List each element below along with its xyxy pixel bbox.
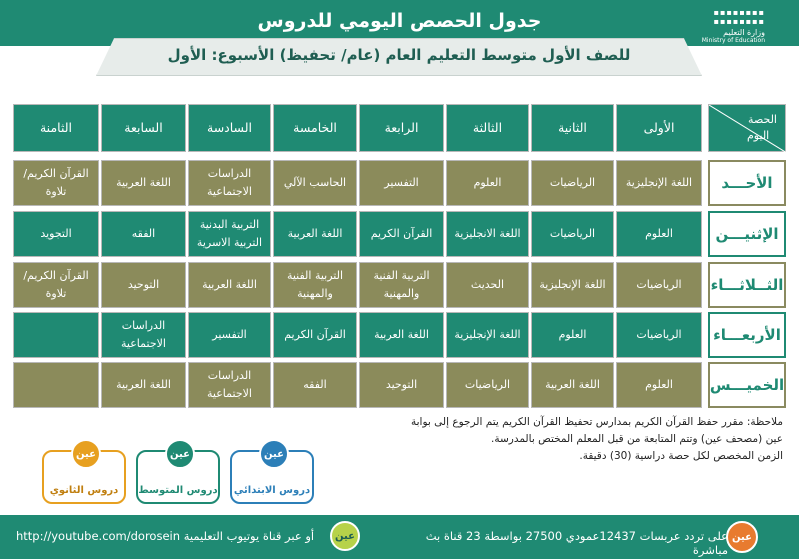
schedule-cell: التربية الفنية والمهنية (359, 262, 444, 308)
schedule-cell: التربية البدنية التربية الاسرية (188, 211, 271, 257)
table-corner (708, 104, 786, 152)
ein-youtube-logo-icon: عين (330, 521, 360, 551)
period-header: الثامنة (13, 104, 99, 152)
schedule-cell: الفقه (273, 362, 357, 408)
schedule-cell: العلوم (616, 211, 702, 257)
schedule-cell (13, 362, 99, 408)
schedule-cell: القرآن الكريم/ تلاوة (13, 160, 99, 206)
period-header: السادسة (188, 104, 271, 152)
ein-channel-logo-icon: عين (726, 521, 758, 553)
note-line: ملاحظة: مقرر حفظ القرآن الكريم بمدارس تحفيظ القرآن الكريم يتم الرجوع إلى بوابة (410, 416, 783, 428)
period-header: الخامسة (273, 104, 357, 152)
schedule-cell: الحديث (446, 262, 529, 308)
ein-logo-icon: عين (259, 439, 289, 469)
badge-label: دروس الابتدائي (233, 485, 311, 496)
schedule-cell: الدراسات الاجتماعية (188, 362, 271, 408)
youtube-link[interactable]: http://youtube.com/dorosein أو عبر قناة يوتيوب التعليمية (16, 529, 315, 543)
secondary-lessons-badge[interactable] (42, 450, 126, 504)
schedule-cell: اللغة العربية (101, 160, 186, 206)
logo-name-en: Ministry of Education (701, 37, 765, 44)
page-title: جدول الحصص اليومي للدروس (257, 10, 542, 32)
broadcast-info: على تردد عربسات 12437عمودي 27500 بواسطة 23 قناة بث مباشرة (425, 529, 728, 557)
footer-bar (0, 515, 799, 559)
corner-day-label: اليوم (747, 129, 770, 142)
schedule-cell: التفسير (188, 312, 271, 358)
schedule-cell: اللغة العربية (531, 362, 614, 408)
day-label: الثــلاثـــاء (708, 262, 786, 308)
schedule-cell: التربية الفنية والمهنية (273, 262, 357, 308)
day-label: الأربعـــاء (708, 312, 786, 358)
schedule-cell: القرآن الكريم (273, 312, 357, 358)
schedule-cell: الحاسب الآلي (273, 160, 357, 206)
schedule-cell: الدراسات الاجتماعية (188, 160, 271, 206)
schedule-cell: العلوم (616, 362, 702, 408)
primary-lessons-badge[interactable] (230, 450, 314, 504)
period-header: الأولى (616, 104, 702, 152)
note-line: الزمن المخصص لكل حصة دراسية (30) دقيقة. (579, 450, 783, 462)
schedule-cell: اللغة العربية (359, 312, 444, 358)
period-header: السابعة (101, 104, 186, 152)
period-header: الرابعة (359, 104, 444, 152)
schedule-cell: الرياضيات (446, 362, 529, 408)
schedule-cell: الفقه (101, 211, 186, 257)
schedule-cell: العلوم (446, 160, 529, 206)
badge-label: دروس المتوسط (138, 485, 218, 496)
period-header: الثانية (531, 104, 614, 152)
ein-logo-icon: عين (71, 439, 101, 469)
schedule-cell (13, 312, 99, 358)
schedule-cell: اللغة الانجليزية (446, 211, 529, 257)
schedule-cell: القرآن الكريم/ تلاوة (13, 262, 99, 308)
day-label: الأحـــد (708, 160, 786, 206)
logo-name-ar: وزارة التعليم (723, 28, 765, 37)
schedule-cell: التوحيد (101, 262, 186, 308)
schedule-cell: الرياضيات (531, 160, 614, 206)
schedule-cell: اللغة الإنجليزية (446, 312, 529, 358)
schedule-cell: الدراسات الاجتماعية (101, 312, 186, 358)
badge-label: دروس الثانوي (49, 485, 119, 496)
schedule-cell: التجويد (13, 211, 99, 257)
schedule-cell: التفسير (359, 160, 444, 206)
note-line: عين (مصحف عين) وتتم المتابعة من قبل المعلم المختص بالمدرسة. (491, 433, 783, 445)
intermediate-lessons-badge[interactable] (136, 450, 220, 504)
schedule-cell: الرياضيات (531, 211, 614, 257)
schedule-cell: الرياضيات (616, 312, 702, 358)
schedule-cell: اللغة العربية (188, 262, 271, 308)
ein-logo-icon: عين (165, 439, 195, 469)
logo-dots-icon: ▪▪▪▪▪▪▪▪ ▪▪▪▪▪▪▪▪ (713, 8, 765, 26)
schedule-cell: الرياضيات (616, 262, 702, 308)
schedule-cell: اللغة العربية (273, 211, 357, 257)
schedule-cell: التوحيد (359, 362, 444, 408)
corner-period-label: الحصة (748, 113, 777, 126)
schedule-cell: اللغة العربية (101, 362, 186, 408)
schedule-cell: اللغة الإنجليزية (616, 160, 702, 206)
day-label: الخميـــس (708, 362, 786, 408)
class-title: للصف الأول متوسط التعليم العام (عام/ تحفيظ) الأسبوع: الأول (167, 46, 631, 64)
day-label: الإثنيـــن (708, 211, 786, 257)
schedule-cell: العلوم (531, 312, 614, 358)
schedule-cell: القرآن الكريم (359, 211, 444, 257)
schedule-cell: اللغة الإنجليزية (531, 262, 614, 308)
period-header: الثالثة (446, 104, 529, 152)
